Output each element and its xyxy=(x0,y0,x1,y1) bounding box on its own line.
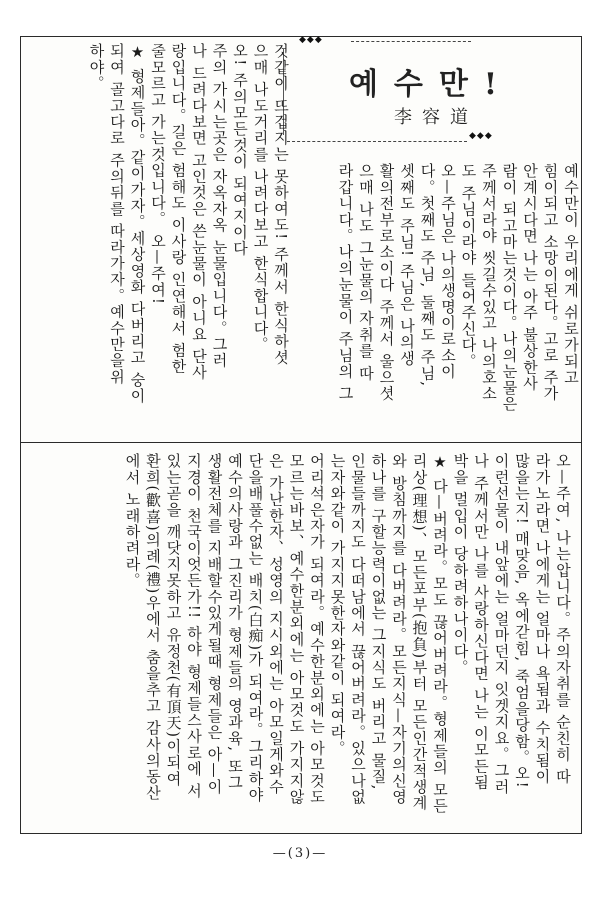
text-line: 생활전체를 지배할수있게될때 형제들은 아—이 xyxy=(205,453,224,795)
section-divider xyxy=(21,442,581,443)
text-line: 되여 골고다로 주의뒤를 따라가자。예수만을위 xyxy=(108,43,126,385)
text-line: 주의 가시는곳은 자옥자옥 눈물입니다。그러 xyxy=(210,43,229,369)
text-line: 으매 나도거리를 나려다보고 한식합니다。 xyxy=(251,43,270,353)
lower-column xyxy=(73,453,573,827)
text-line: 나 주께서만 나를 사랑하신다면 나는 이모든됨 xyxy=(472,453,490,791)
text-line: 이런선물이 내앞에는 얼마던지 잇겟지요。그러 xyxy=(492,453,511,795)
text-line: 나 드려다보면 고인것은 쓴눈물이 아니요 단사 xyxy=(190,43,208,381)
text-line: 하나를 구할능력이없는 그지식도 버리고 물질, xyxy=(369,453,388,791)
text-line: 오! 주의모든것이 되여지이다 xyxy=(231,43,249,257)
text-line: 모르는바보、예수한분외에는 아모것도 가지지않 xyxy=(287,453,306,806)
banner-rule-bottom xyxy=(287,141,467,142)
text-line: 으매 나도 그눈물의 자취를 따 xyxy=(357,163,375,382)
text-line: 안계시다면 나는 아주 불상한사 xyxy=(521,163,539,392)
text-line: 도 주님이라야 들어주신다。 xyxy=(459,163,478,370)
text-line: 줄모르고 가는것입니다。 오—주여! xyxy=(149,43,167,306)
text-line: 랑입니다。길은 험해도 이사랑 인연해서 험한 xyxy=(169,43,188,375)
text-line: 라가노라면 나에게는 얼마나 욕됨과 수치됨이 xyxy=(533,453,552,785)
text-line: 셋째도 주님! 주님은 나의생 xyxy=(398,163,416,367)
text-line: 어리석은자가 되여라。예수한분외에는 아모것도 xyxy=(308,453,326,806)
upper-left-column xyxy=(55,43,291,435)
text-line: 오—주여, 나는압니다。주의자취를 순친히 따 xyxy=(554,453,572,785)
text-line: ★ 다—버려라。모도 끊어버려라。형제들의 모든 xyxy=(431,453,449,815)
ornament-diamonds-bottom: ◆◆◆ xyxy=(469,131,493,141)
text-line: 오—주님은 나의생명이로소이 xyxy=(439,163,457,380)
text-line: 예수의사랑과 그진리가 형제들의 영과육, 또그 xyxy=(226,453,244,791)
text-line: 단을배풀수없는 배치(白痴)가 되여라。그리하야 xyxy=(246,453,265,804)
text-line: 활의전부로소이다 주께서 울으셧 xyxy=(377,163,396,402)
page-number: —(3)— xyxy=(272,846,328,861)
text-line: 는자와같이 가지지못한자와같이 되여라。 xyxy=(328,453,347,757)
text-line: 박을 멀입이 당하려하나이다。 xyxy=(451,453,470,676)
article-author: 李容道 xyxy=(394,107,478,128)
text-line: 은 가난한자、성영의 지시외에는 아모일게와수 xyxy=(267,453,285,795)
text-line: 인물들까지도 다떠남에서 끊어버려라。있으나없 xyxy=(349,453,367,806)
text-line: 있는곧을 깨닷지못하고 유정천(有頂天)이되여 xyxy=(164,453,183,787)
text-line: 것같이 뜨겁지는 못하여도! 주께서 한식하셧 xyxy=(272,43,290,366)
text-line: 하야。 xyxy=(87,43,106,92)
text-line: 지경이 천국이엇든가!! 하야 형제들스사로에 서 xyxy=(185,453,203,800)
text-line: 라갑니다。나의눈물이 주님의 그 xyxy=(336,163,355,402)
text-line: 리상(理想)、모든포부(抱負)부터 모든인간적생계 xyxy=(410,453,429,812)
page-frame xyxy=(20,36,582,834)
text-line: 주께서라야 씻길수있고 나의호소 xyxy=(480,163,498,402)
text-line: 람이 되고마는것이다。나의눈물은 xyxy=(500,163,519,412)
text-line: 예수만이 우리에게 쉬로가되고 xyxy=(562,163,580,386)
ornament-diamonds-top: ◆◆◆ xyxy=(299,35,323,45)
text-line: 와 방침까지를 다버려라。모든지식—자기의신영 xyxy=(390,453,408,806)
text-line: 힘이되고 소망이된다。고로 주가 xyxy=(541,163,560,402)
text-line: ★ 형제들아。같이가자。세상영화 다버리고 숭이 xyxy=(128,43,147,405)
text-line: 에서 노래하려라。 xyxy=(123,453,142,589)
article-title: 예수만! xyxy=(348,67,514,102)
text-line: 다。첫째도 주님, 둘째도 주님, xyxy=(418,163,437,388)
text-line: 환희(歡喜)의례(禮)우에서 춤을추고 감사의동산 xyxy=(144,453,162,801)
text-line: 많을는지! 매맞음, 옥에갇힘, 죽엄을당함。오! xyxy=(513,453,531,789)
banner-rule-top xyxy=(351,41,471,42)
upper-right-column xyxy=(311,163,581,433)
